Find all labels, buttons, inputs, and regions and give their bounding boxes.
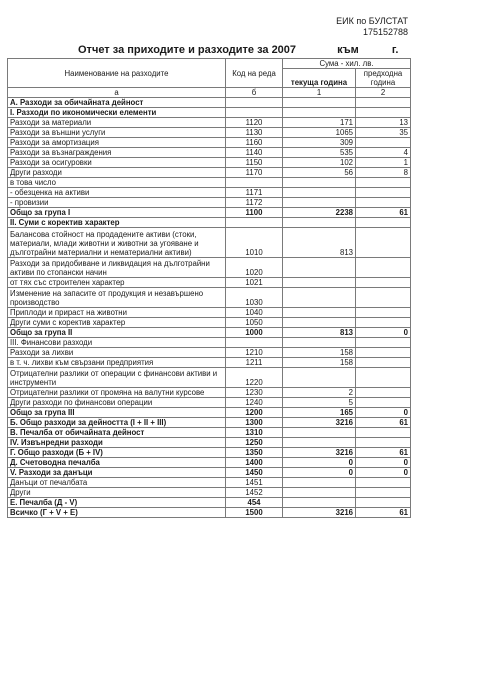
row-code: 1240 bbox=[226, 398, 283, 408]
row-previous-year bbox=[356, 318, 411, 328]
row-code bbox=[226, 178, 283, 188]
column-header-sum: Сума - хил. лв. bbox=[283, 59, 411, 69]
column-letter-a: а bbox=[8, 88, 226, 98]
row-previous-year bbox=[356, 258, 411, 278]
row-name: - провизии bbox=[8, 198, 226, 208]
row-previous-year bbox=[356, 478, 411, 488]
row-code: 1400 bbox=[226, 458, 283, 468]
column-number-1: 1 bbox=[283, 88, 356, 98]
row-name: IV. Извънредни разходи bbox=[8, 438, 226, 448]
row-previous-year: 35 bbox=[356, 128, 411, 138]
row-previous-year: 61 bbox=[356, 508, 411, 518]
row-name: Разходи за лихви bbox=[8, 348, 226, 358]
row-name: III. Финансови разходи bbox=[8, 338, 226, 348]
row-current-year: 158 bbox=[283, 348, 356, 358]
row-name: - обезценка на активи bbox=[8, 188, 226, 198]
row-name: А. Разходи за обичайната дейност bbox=[8, 98, 226, 108]
table-row bbox=[8, 308, 411, 318]
table-row bbox=[8, 508, 411, 518]
row-name: Общо за група II bbox=[8, 328, 226, 338]
table-row bbox=[8, 358, 411, 368]
row-name: Отрицателни разлики от операции с финансови активи и инструменти bbox=[8, 368, 226, 388]
row-current-year bbox=[283, 338, 356, 348]
table-row bbox=[8, 488, 411, 498]
row-current-year bbox=[283, 258, 356, 278]
report-title-year-suffix: г. bbox=[391, 44, 399, 56]
row-code: 1120 bbox=[226, 118, 283, 128]
row-code bbox=[226, 218, 283, 228]
row-code: 1300 bbox=[226, 418, 283, 428]
row-current-year bbox=[283, 98, 356, 108]
row-code: 1350 bbox=[226, 448, 283, 458]
row-code: 1172 bbox=[226, 198, 283, 208]
table-row bbox=[8, 228, 411, 258]
table-row bbox=[8, 188, 411, 198]
row-current-year bbox=[283, 278, 356, 288]
row-current-year: 813 bbox=[283, 228, 356, 258]
row-name: Д. Счетоводна печалба bbox=[8, 458, 226, 468]
row-code bbox=[226, 98, 283, 108]
row-current-year bbox=[283, 368, 356, 388]
row-code: 1021 bbox=[226, 278, 283, 288]
row-previous-year: 61 bbox=[356, 448, 411, 458]
row-name: Разходи за амортизация bbox=[8, 138, 226, 148]
column-letter-b: б bbox=[226, 88, 283, 98]
row-current-year: 3216 bbox=[283, 508, 356, 518]
row-previous-year bbox=[356, 228, 411, 258]
row-previous-year: 61 bbox=[356, 208, 411, 218]
row-current-year: 2 bbox=[283, 388, 356, 398]
row-previous-year bbox=[356, 438, 411, 448]
row-current-year bbox=[283, 198, 356, 208]
row-code: 1000 bbox=[226, 328, 283, 338]
report-title-to: към bbox=[337, 44, 359, 56]
table-row bbox=[8, 398, 411, 408]
table-row bbox=[8, 288, 411, 308]
row-previous-year: 61 bbox=[356, 418, 411, 428]
expenses-table bbox=[7, 58, 411, 518]
row-name: Други bbox=[8, 488, 226, 498]
table-row bbox=[8, 448, 411, 458]
row-name: Разходи за осигуровки bbox=[8, 158, 226, 168]
table-row bbox=[8, 428, 411, 438]
table-row bbox=[8, 178, 411, 188]
row-name: Други разходи по финансови операции bbox=[8, 398, 226, 408]
row-name: Разходи за материали bbox=[8, 118, 226, 128]
row-previous-year bbox=[356, 388, 411, 398]
row-current-year: 3216 bbox=[283, 418, 356, 428]
row-current-year bbox=[283, 498, 356, 508]
row-code: 1030 bbox=[226, 288, 283, 308]
column-header-current-year: текуща година bbox=[283, 69, 356, 88]
row-code: 1050 bbox=[226, 318, 283, 328]
row-current-year: 535 bbox=[283, 148, 356, 158]
table-row bbox=[8, 148, 411, 158]
row-code: 1310 bbox=[226, 428, 283, 438]
row-name: Приплоди и прираст на животни bbox=[8, 308, 226, 318]
report-title-main: Отчет за приходите и разходите за 2007 bbox=[78, 44, 297, 56]
row-current-year bbox=[283, 108, 356, 118]
row-name: Разходи за придобиване и ликвидация на дълготрайни активи по стопански начин bbox=[8, 258, 226, 278]
row-previous-year bbox=[356, 138, 411, 148]
row-current-year: 1065 bbox=[283, 128, 356, 138]
column-header-code: Код на реда bbox=[226, 59, 283, 88]
row-previous-year: 0 bbox=[356, 408, 411, 418]
eik-block bbox=[336, 16, 408, 38]
table-row bbox=[8, 418, 411, 428]
eik-label: ЕИК по БУЛСТАТ bbox=[336, 16, 408, 26]
row-current-year: 5 bbox=[283, 398, 356, 408]
table-row bbox=[8, 98, 411, 108]
row-code bbox=[226, 338, 283, 348]
row-name: в това число bbox=[8, 178, 226, 188]
table-row bbox=[8, 278, 411, 288]
row-current-year bbox=[283, 478, 356, 488]
row-code: 1500 bbox=[226, 508, 283, 518]
table-row bbox=[8, 198, 411, 208]
row-previous-year: 13 bbox=[356, 118, 411, 128]
row-current-year bbox=[283, 438, 356, 448]
report-title bbox=[78, 44, 398, 56]
row-name: Разходи за външни услуги bbox=[8, 128, 226, 138]
row-current-year: 158 bbox=[283, 358, 356, 368]
table-row bbox=[8, 218, 411, 228]
eik-number: 175152788 bbox=[362, 27, 408, 37]
row-code: 454 bbox=[226, 498, 283, 508]
row-code: 1200 bbox=[226, 408, 283, 418]
column-number-2: 2 bbox=[356, 88, 411, 98]
row-name: V. Разходи за данъци bbox=[8, 468, 226, 478]
row-previous-year: 8 bbox=[356, 168, 411, 178]
row-name: Всичко (Г + V + Е) bbox=[8, 508, 226, 518]
column-header-previous-year: предходна година bbox=[356, 69, 411, 88]
table-row bbox=[8, 328, 411, 338]
row-previous-year: 0 bbox=[356, 468, 411, 478]
row-name: Балансова стойност на продадените активи (стоки, материали, млади животни и животни за угояване и дълготрайни материални и нематериални активи) bbox=[8, 228, 226, 258]
row-current-year: 0 bbox=[283, 458, 356, 468]
row-name: I. Разходи по икономически елементи bbox=[8, 108, 226, 118]
row-current-year: 813 bbox=[283, 328, 356, 338]
row-current-year bbox=[283, 178, 356, 188]
row-current-year: 102 bbox=[283, 158, 356, 168]
row-name: Данъци от печалбата bbox=[8, 478, 226, 488]
row-code: 1160 bbox=[226, 138, 283, 148]
row-current-year: 3216 bbox=[283, 448, 356, 458]
row-code: 1170 bbox=[226, 168, 283, 178]
row-previous-year bbox=[356, 288, 411, 308]
row-current-year bbox=[283, 288, 356, 308]
row-code: 1140 bbox=[226, 148, 283, 158]
row-current-year: 309 bbox=[283, 138, 356, 148]
row-previous-year bbox=[356, 218, 411, 228]
row-previous-year bbox=[356, 98, 411, 108]
table-row bbox=[8, 458, 411, 468]
row-previous-year bbox=[356, 338, 411, 348]
table-row bbox=[8, 348, 411, 358]
row-name: Други разходи bbox=[8, 168, 226, 178]
table-row bbox=[8, 478, 411, 488]
row-previous-year: 0 bbox=[356, 328, 411, 338]
row-name: Общо за група I bbox=[8, 208, 226, 218]
row-name: от тях със строителен характер bbox=[8, 278, 226, 288]
row-current-year bbox=[283, 488, 356, 498]
row-code: 1100 bbox=[226, 208, 283, 218]
row-previous-year bbox=[356, 368, 411, 388]
row-previous-year bbox=[356, 188, 411, 198]
row-code bbox=[226, 108, 283, 118]
row-current-year: 56 bbox=[283, 168, 356, 178]
table-row bbox=[8, 168, 411, 178]
row-previous-year bbox=[356, 358, 411, 368]
row-previous-year bbox=[356, 428, 411, 438]
row-current-year: 2238 bbox=[283, 208, 356, 218]
row-code: 1020 bbox=[226, 258, 283, 278]
row-previous-year bbox=[356, 348, 411, 358]
table-row bbox=[8, 158, 411, 168]
row-code: 1450 bbox=[226, 468, 283, 478]
row-code: 1150 bbox=[226, 158, 283, 168]
row-current-year: 0 bbox=[283, 468, 356, 478]
table-row bbox=[8, 108, 411, 118]
row-current-year: 171 bbox=[283, 118, 356, 128]
row-current-year bbox=[283, 218, 356, 228]
table-row bbox=[8, 368, 411, 388]
row-previous-year: 4 bbox=[356, 148, 411, 158]
row-previous-year: 0 bbox=[356, 458, 411, 468]
row-previous-year: 1 bbox=[356, 158, 411, 168]
table-row bbox=[8, 468, 411, 478]
row-name: Други суми с коректив характер bbox=[8, 318, 226, 328]
table-row bbox=[8, 408, 411, 418]
row-previous-year bbox=[356, 278, 411, 288]
row-name: Общо за група III bbox=[8, 408, 226, 418]
row-current-year bbox=[283, 308, 356, 318]
row-code: 1010 bbox=[226, 228, 283, 258]
table-row bbox=[8, 138, 411, 148]
row-previous-year bbox=[356, 498, 411, 508]
row-code: 1451 bbox=[226, 478, 283, 488]
row-current-year bbox=[283, 318, 356, 328]
table-row bbox=[8, 208, 411, 218]
row-previous-year bbox=[356, 198, 411, 208]
row-name: Отрицателни разлики от промяна на валутни курсове bbox=[8, 388, 226, 398]
row-code: 1250 bbox=[226, 438, 283, 448]
table-row bbox=[8, 338, 411, 348]
row-name: в т. ч. лихви към свързани предприятия bbox=[8, 358, 226, 368]
table-row bbox=[8, 388, 411, 398]
table-row bbox=[8, 318, 411, 328]
row-previous-year bbox=[356, 308, 411, 318]
column-header-name: Наименование на разходите bbox=[8, 59, 226, 88]
row-code: 1452 bbox=[226, 488, 283, 498]
row-current-year bbox=[283, 188, 356, 198]
table-row bbox=[8, 118, 411, 128]
row-previous-year bbox=[356, 178, 411, 188]
row-current-year bbox=[283, 428, 356, 438]
table-row bbox=[8, 258, 411, 278]
table-row bbox=[8, 128, 411, 138]
row-code: 1220 bbox=[226, 368, 283, 388]
table-row bbox=[8, 498, 411, 508]
row-name: Изменение на запасите от продукция и незавършено производство bbox=[8, 288, 226, 308]
row-name: Разходи за възнаграждения bbox=[8, 148, 226, 158]
row-code: 1211 bbox=[226, 358, 283, 368]
row-name: Б. Общо разходи за дейността (I + II + III) bbox=[8, 418, 226, 428]
row-code: 1130 bbox=[226, 128, 283, 138]
row-code: 1210 bbox=[226, 348, 283, 358]
row-name: Г. Общо разходи (Б + IV) bbox=[8, 448, 226, 458]
row-code: 1230 bbox=[226, 388, 283, 398]
row-code: 1171 bbox=[226, 188, 283, 198]
row-previous-year bbox=[356, 398, 411, 408]
row-name: Е. Печалба (Д - V) bbox=[8, 498, 226, 508]
table-row bbox=[8, 438, 411, 448]
row-previous-year bbox=[356, 488, 411, 498]
row-name: II. Суми с коректив характер bbox=[8, 218, 226, 228]
row-current-year: 165 bbox=[283, 408, 356, 418]
row-name: В. Печалба от обичайната дейност bbox=[8, 428, 226, 438]
row-code: 1040 bbox=[226, 308, 283, 318]
row-previous-year bbox=[356, 108, 411, 118]
